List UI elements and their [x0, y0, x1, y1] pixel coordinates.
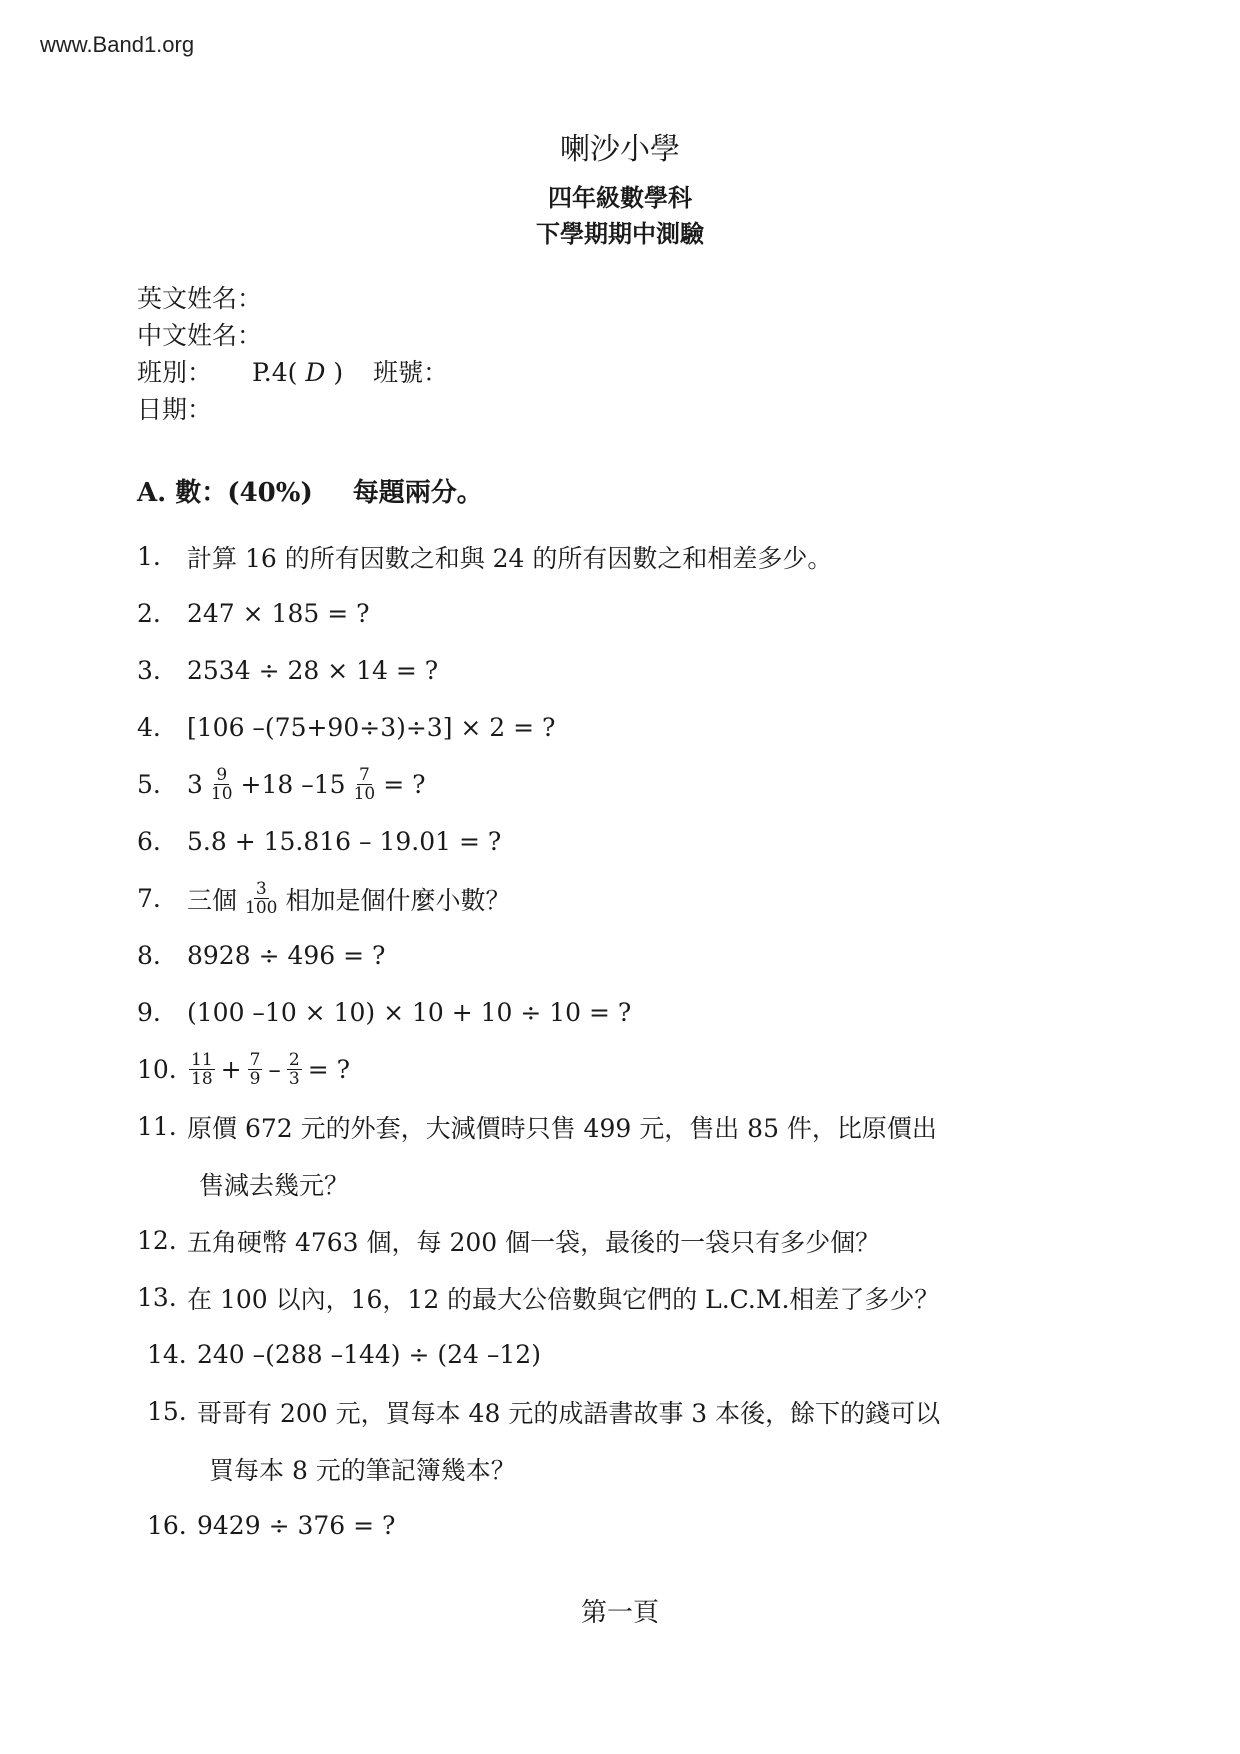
question-text: 9429 ÷ 376 = ? [197, 1511, 396, 1540]
question-number: 1. [137, 542, 161, 571]
question-text [187, 880, 510, 917]
question-16 [137, 1497, 1097, 1554]
question-text: 247 × 185 = ? [187, 599, 370, 628]
fraction [287, 1051, 302, 1088]
whole-number: 3 [187, 770, 203, 799]
question-10 [137, 1041, 1097, 1098]
question-text: 五角硬幣 4763 個，每 200 個一袋，最後的一袋只有多少個？ [187, 1227, 881, 1257]
question-number: 2. [137, 599, 161, 628]
question-text: 2534 ÷ 28 × 14 = ? [187, 656, 439, 685]
question-text: 售減去幾元？ [199, 1170, 350, 1200]
exam-title: 下學期期中測驗 [536, 219, 704, 248]
question-text: 5.8 + 15.816 – 19.01 = ? [187, 827, 502, 856]
question-text: 240 –(288 –144) ÷ (24 –12) [197, 1340, 541, 1369]
section-header [137, 472, 483, 509]
denominator: 18 [191, 1069, 213, 1089]
chinese-name-label: 中文姓名： [137, 321, 263, 350]
question-list [137, 528, 1097, 1554]
question-text: (100 –10 × 10) × 10 + 10 ÷ 10 = ? [187, 998, 632, 1027]
question-text [187, 1051, 350, 1088]
fraction [209, 766, 235, 803]
fraction [352, 766, 378, 803]
question-3 [137, 642, 1097, 699]
subject-title: 四年級數學科 [548, 183, 692, 212]
question-text [187, 766, 426, 803]
question-15 [137, 1383, 1097, 1440]
numerator: 9 [216, 765, 228, 785]
question-15-continued [137, 1440, 1097, 1497]
question-9 [137, 984, 1097, 1041]
question-number: 12. [137, 1226, 177, 1255]
question-number: 13. [137, 1283, 177, 1312]
question-number: 14. [147, 1340, 187, 1369]
question-text: [106 –(75+90÷3)÷3] × 2 = ? [187, 713, 556, 742]
section-title: A. 數：(40%) [137, 478, 313, 508]
question-text: 原價 672 元的外套，大減價時只售 499 元，售出 85 件，比原價出 [187, 1113, 937, 1143]
class-value: P.4( [252, 358, 298, 387]
question-7 [137, 870, 1097, 927]
class-label: 班別： [137, 358, 213, 387]
operator: + [220, 1055, 242, 1084]
question-prefix: 三個 [187, 885, 238, 915]
question-number: 10. [137, 1055, 177, 1084]
numerator: 3 [255, 879, 267, 899]
numerator: 7 [358, 765, 370, 785]
question-number: 16. [147, 1511, 187, 1540]
question-6 [137, 813, 1097, 870]
section-note: 每題兩分。 [352, 478, 483, 508]
fraction [243, 880, 279, 917]
expression-middle: +18 –15 [240, 770, 346, 799]
class-row [137, 354, 448, 391]
question-text: 買每本 8 元的筆記簿幾本？ [209, 1455, 516, 1485]
denominator: 3 [288, 1069, 300, 1089]
question-text: 在 100 以內，16，12 的最大公倍數與它們的 L.C.M.相差了多少？ [187, 1284, 940, 1314]
question-number: 6. [137, 827, 161, 856]
numerator: 7 [249, 1050, 261, 1070]
expression-end: = ? [383, 770, 426, 799]
question-number: 4. [137, 713, 161, 742]
question-number: 8. [137, 941, 161, 970]
question-12 [137, 1212, 1097, 1269]
denominator: 10 [353, 784, 376, 804]
question-number: 11. [137, 1112, 177, 1141]
question-text: 計算 16 的所有因數之和與 24 的所有因數之和相差多少。 [187, 543, 833, 573]
fraction [189, 1051, 215, 1088]
class-handwritten: D [305, 358, 326, 387]
question-number: 15. [147, 1397, 187, 1426]
question-13 [137, 1269, 1097, 1326]
question-number: 7. [137, 884, 161, 913]
question-4 [137, 699, 1097, 756]
expression-end: = ? [307, 1055, 351, 1084]
denominator: 9 [249, 1069, 261, 1089]
page-number: 第一頁 [580, 1598, 659, 1628]
question-11-continued [137, 1155, 1097, 1212]
class-close: ) [333, 358, 344, 387]
denominator: 10 [210, 784, 233, 804]
operator: – [268, 1055, 281, 1084]
question-8 [137, 927, 1097, 984]
question-number: 3. [137, 656, 161, 685]
question-text: 哥哥有 200 元，買每本 48 元的成語書故事 3 本後，餘下的錢可以 [197, 1398, 941, 1428]
date-label: 日期： [137, 395, 213, 424]
english-name-label: 英文姓名： [137, 284, 263, 313]
question-2 [137, 585, 1097, 642]
denominator: 100 [245, 898, 278, 918]
class-number-label: 班號： [373, 358, 449, 387]
question-suffix: 相加是個什麼小數？ [285, 885, 511, 915]
question-14 [137, 1326, 1097, 1383]
question-11 [137, 1098, 1097, 1155]
question-5 [137, 756, 1097, 813]
fraction [248, 1051, 263, 1088]
question-1 [137, 528, 1097, 585]
question-number: 5. [137, 770, 161, 799]
question-text: 8928 ÷ 496 = ? [187, 941, 386, 970]
website-watermark: www.Band1.org [40, 32, 195, 57]
numerator: 2 [288, 1050, 300, 1070]
student-info-block [137, 280, 448, 428]
school-title: 喇沙小學 [560, 132, 680, 167]
numerator: 11 [191, 1050, 213, 1070]
question-number: 9. [137, 998, 161, 1027]
